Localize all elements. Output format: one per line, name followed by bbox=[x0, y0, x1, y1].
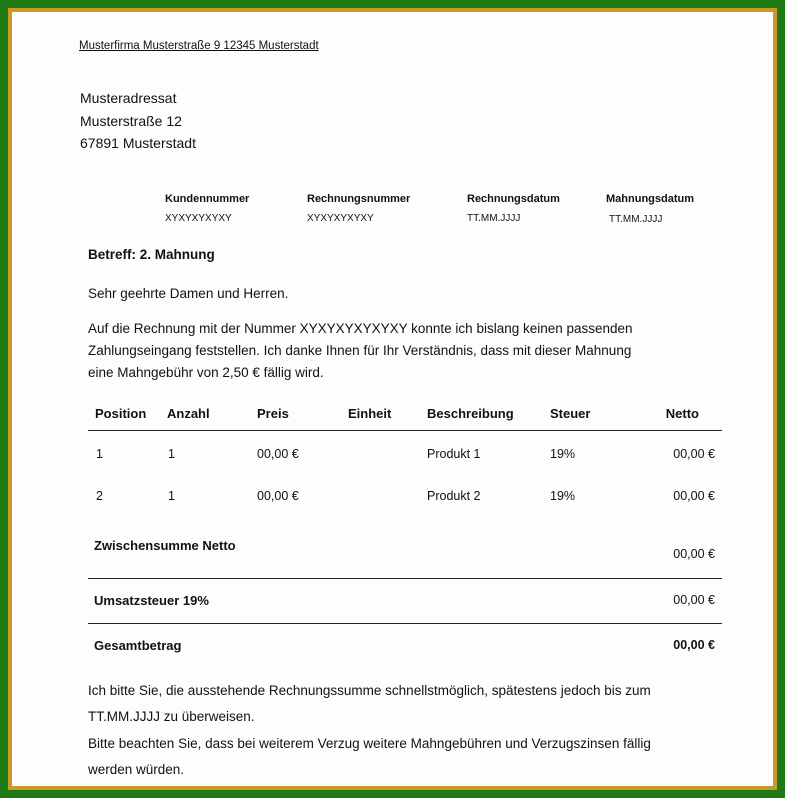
cell-description: Produkt 2 bbox=[427, 489, 481, 503]
cell-price: 00,00 € bbox=[257, 447, 299, 461]
tax-rule bbox=[88, 623, 722, 624]
closing-line-4: werden würden. bbox=[88, 762, 185, 777]
meta-value-invoice-date: TT.MM.JJJJ bbox=[467, 213, 521, 224]
cell-price: 00,00 € bbox=[257, 489, 299, 503]
col-header-net: Netto bbox=[665, 406, 699, 421]
meta-value-reminder-date: TT.MM.JJJJ bbox=[609, 214, 663, 225]
recipient-city: 67891 Musterstadt bbox=[80, 135, 196, 151]
closing-line-3: Bitte beachten Sie, dass bei weiterem Verzug weitere Mahngebühren und Verzugszinsen fällig bbox=[88, 736, 651, 751]
subtotal-label: Zwischensumme Netto bbox=[94, 538, 236, 553]
closing-line-2: TT.MM.JJJJ zu überweisen. bbox=[88, 709, 255, 724]
table-header-rule bbox=[88, 430, 722, 431]
total-value: 00,00 € bbox=[673, 638, 715, 652]
subtotal-rule bbox=[88, 578, 722, 579]
tax-label: Umsatzsteuer 19% bbox=[94, 593, 209, 608]
tax-value: 00,00 € bbox=[673, 593, 715, 607]
col-header-position: Position bbox=[95, 406, 147, 421]
closing-line-1: Ich bitte Sie, die ausstehende Rechnungssumme schnellstmöglich, spätestens jedoch bis zum bbox=[88, 683, 651, 698]
cell-tax: 19% bbox=[550, 489, 576, 503]
meta-label-customer-number: Kundennummer bbox=[165, 193, 250, 205]
cell-quantity: 1 bbox=[168, 489, 175, 503]
col-header-price: Preis bbox=[257, 406, 289, 421]
col-header-quantity: Anzahl bbox=[167, 406, 210, 421]
intro-line-1: Auf die Rechnung mit der Nummer XYXYXYXYXYXY konnte ich bislang keinen passenden bbox=[88, 321, 633, 336]
cell-net: 00,00 € bbox=[673, 447, 715, 461]
subtotal-value: 00,00 € bbox=[673, 547, 715, 561]
cell-quantity: 1 bbox=[168, 447, 175, 461]
recipient-street: Musterstraße 12 bbox=[80, 113, 182, 129]
col-header-unit: Einheit bbox=[348, 406, 392, 421]
meta-label-invoice-number: Rechnungsnummer bbox=[307, 193, 411, 205]
sender-line: Musterfirma Musterstraße 9 12345 Musterstadt bbox=[79, 40, 319, 52]
subject-line: Betreff: 2. Mahnung bbox=[88, 247, 215, 262]
meta-label-reminder-date: Mahnungsdatum bbox=[606, 193, 694, 205]
cell-position: 2 bbox=[96, 489, 103, 503]
recipient-name: Musteradressat bbox=[80, 90, 177, 106]
col-header-description: Beschreibung bbox=[427, 406, 514, 421]
salutation: Sehr geehrte Damen und Herren. bbox=[88, 286, 289, 301]
meta-value-invoice-number: XYXYXYXYXY bbox=[307, 213, 374, 224]
col-header-tax: Steuer bbox=[550, 406, 591, 421]
meta-value-customer-number: XYXYXYXYXY bbox=[165, 213, 232, 224]
total-label: Gesamtbetrag bbox=[94, 638, 182, 653]
meta-label-invoice-date: Rechnungsdatum bbox=[467, 193, 560, 205]
cell-description: Produkt 1 bbox=[427, 447, 481, 461]
cell-net: 00,00 € bbox=[673, 489, 715, 503]
letter-page bbox=[12, 12, 773, 786]
cell-tax: 19% bbox=[550, 447, 576, 461]
intro-line-3: eine Mahngebühr von 2,50 € fällig wird. bbox=[88, 365, 324, 380]
intro-line-2: Zahlungseingang feststellen. Ich danke Ihnen für Ihr Verständnis, dass mit dieser Mahnung bbox=[88, 343, 632, 358]
cell-position: 1 bbox=[96, 447, 103, 461]
